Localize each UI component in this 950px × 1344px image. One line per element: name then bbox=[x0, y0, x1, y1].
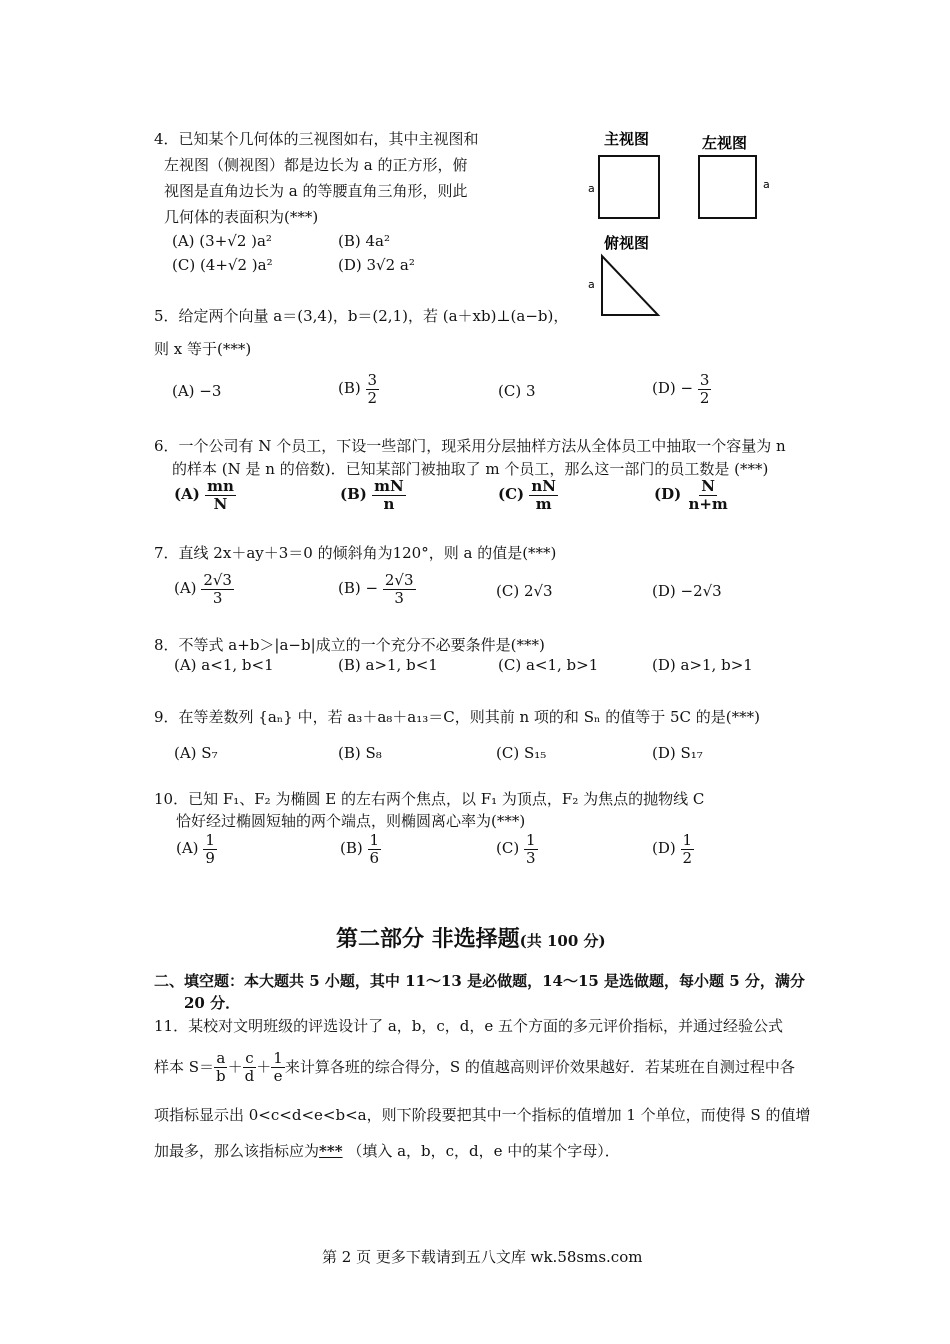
q8-option-d: (D) a>1, b>1 bbox=[652, 656, 753, 674]
q8-option-b: (B) a>1, b<1 bbox=[338, 656, 438, 674]
q11-line1: 11．某校对文明班级的评选设计了 a，b，c，d，e 五个方面的多元评价指标，并通过经验公式 bbox=[154, 1017, 784, 1035]
numerator: 2√3 bbox=[384, 571, 414, 589]
front-view-edge-label: a bbox=[588, 182, 595, 195]
numerator: 1 bbox=[273, 1049, 283, 1067]
q9-option-b: (B) S₈ bbox=[338, 744, 382, 762]
plus-sign: ＋ bbox=[227, 1058, 243, 1076]
numerator: 3 bbox=[699, 371, 710, 389]
fraction bbox=[372, 478, 406, 512]
fraction bbox=[205, 478, 236, 512]
section-2-title: 第二部分 非选择题 bbox=[336, 926, 520, 952]
q11-fraction-1-e bbox=[271, 1050, 285, 1084]
q11-answer-blank: *** bbox=[319, 1142, 343, 1160]
top-view-triangle bbox=[602, 256, 658, 315]
q8-line1: 8．不等式 a+b＞|a−b|成立的一个充分不必要条件是(***) bbox=[154, 636, 545, 654]
section-2-subtitle: (共 100 分) bbox=[519, 932, 606, 950]
side-view-edge-label: a bbox=[763, 178, 770, 191]
fraction bbox=[686, 478, 729, 512]
option-label: (A) bbox=[174, 579, 197, 597]
top-view-label: 俯视图 bbox=[604, 234, 650, 252]
q9-option-c: (C) S₁₅ bbox=[496, 744, 547, 762]
side-view-label: 左视图 bbox=[702, 134, 748, 152]
q10-line2: 恰好经过椭圆短轴的两个端点，则椭圆离心率为(***) bbox=[176, 812, 526, 830]
q4-line: 4．已知某个几何体的三视图如右，其中主视图和 bbox=[154, 130, 479, 148]
q5-option-d bbox=[652, 372, 711, 406]
fraction bbox=[203, 832, 217, 866]
q5-option-c: (C) 3 bbox=[498, 382, 536, 400]
fraction bbox=[529, 478, 558, 512]
fraction bbox=[681, 832, 695, 866]
numerator: mN bbox=[374, 477, 404, 495]
q4-line: 几何体的表面积为(***) bbox=[164, 208, 319, 226]
three-view-figure bbox=[580, 128, 800, 328]
q9-option-d: (D) S₁₇ bbox=[652, 744, 703, 762]
q11-line4-prefix: 加最多，那么该指标应为 bbox=[154, 1142, 320, 1160]
denominator: 6 bbox=[369, 848, 380, 867]
option-label: (C) bbox=[496, 839, 520, 857]
page-footer: 第 2 页 更多下载请到五八文库 wk.58sms.com bbox=[322, 1248, 643, 1266]
option-label: (B) − bbox=[338, 579, 379, 597]
denominator: 9 bbox=[205, 848, 215, 867]
numerator: mn bbox=[207, 477, 234, 495]
q4-option-d: (D) 3√2 a² bbox=[338, 256, 415, 274]
q10-line1: 10．已知 F₁、F₂ 为椭圆 E 的左右两个焦点，以 F₁ 为顶点，F₂ 为焦点的抛物线 C bbox=[154, 790, 705, 808]
section-2-heading bbox=[336, 922, 606, 953]
q7-line1: 7．直线 2x＋ay＋3＝0 的倾斜角为120°，则 a 的值是(***) bbox=[154, 544, 557, 562]
option-label: (B) bbox=[340, 485, 367, 503]
fill-in-header-line2: 20 分． bbox=[184, 994, 241, 1012]
q11-fraction-a-b bbox=[214, 1050, 228, 1084]
q5-option-d-label: (D) − bbox=[652, 379, 694, 397]
q10-option-a bbox=[176, 832, 217, 866]
front-view-label: 主视图 bbox=[604, 130, 650, 148]
q6-line1: 6．一个公司有 N 个员工，下设一些部门，现采用分层抽样方法从全体员工中抽取一个容量为 n bbox=[154, 437, 786, 455]
q11-fraction-c-d bbox=[243, 1050, 257, 1084]
q5-option-a: (A) −3 bbox=[172, 382, 222, 400]
q11-line4 bbox=[154, 1138, 620, 1164]
q6-line2: 的样本 (N 是 n 的倍数)．已知某部门被抽取了 m 个员工，那么这一部门的员工数是 (***) bbox=[172, 460, 769, 478]
q11-line3: 项指标显示出 0<c<d<e<b<a，则下阶段要把其中一个指标的值增加 1 个单位，而使得 S 的值增 bbox=[154, 1106, 811, 1124]
q11-formula-prefix: 样本 S＝ bbox=[154, 1058, 215, 1076]
option-label: (A) bbox=[176, 839, 199, 857]
q5-option-d-fraction bbox=[698, 372, 712, 406]
q9-option-a: (A) S₇ bbox=[174, 744, 218, 762]
fraction bbox=[368, 832, 382, 866]
denominator: 2 bbox=[699, 388, 710, 407]
q5-option-b-fraction bbox=[366, 372, 380, 406]
q8-option-a: (A) a<1, b<1 bbox=[174, 656, 274, 674]
q11-line4-suffix: （填入 a，b，c，d，e 中的某个字母）． bbox=[347, 1142, 620, 1160]
denominator: 2 bbox=[367, 388, 378, 407]
numerator: 1 bbox=[369, 831, 380, 849]
q11-formula-suffix: 来计算各班的综合得分，S 的值越高则评价效果越好．若某班在自测过程中各 bbox=[284, 1058, 795, 1076]
q7-option-d: (D) −2√3 bbox=[652, 582, 722, 600]
side-view-square bbox=[699, 156, 756, 218]
denominator: 2 bbox=[682, 848, 693, 867]
q4-line: 左视图（侧视图）都是边长为 a 的正方形，俯 bbox=[164, 156, 468, 174]
option-label: (C) bbox=[498, 485, 525, 503]
q5-line1: 5．给定两个向量 a＝(3,4)，b＝(2,1)，若 (a＋xb)⊥(a−b)， bbox=[154, 307, 569, 325]
denominator: 3 bbox=[212, 588, 223, 607]
fill-in-header-line1: 二、填空题：本大题共 5 小题，其中 11～13 是必做题，14～15 是选做题，每小题 5 分，满分 bbox=[154, 972, 805, 990]
numerator: 2√3 bbox=[203, 571, 232, 589]
numerator: a bbox=[216, 1049, 226, 1067]
question-4 bbox=[154, 126, 479, 230]
numerator: 1 bbox=[525, 831, 536, 849]
denominator: e bbox=[273, 1066, 283, 1085]
q5-line2: 则 x 等于(***) bbox=[154, 340, 252, 358]
q6-option-a bbox=[174, 478, 236, 512]
q7-option-b bbox=[338, 572, 416, 606]
q4-option-a: (A) (3+√2 )a² bbox=[172, 232, 272, 250]
fraction bbox=[383, 572, 416, 606]
top-view-edge-label: a bbox=[588, 278, 595, 291]
option-label: (B) bbox=[340, 839, 363, 857]
denominator: 3 bbox=[525, 848, 536, 867]
q10-option-c bbox=[496, 832, 538, 866]
q5-option-b-label: (B) bbox=[338, 379, 361, 397]
denominator: n+m bbox=[688, 494, 728, 513]
q6-option-b bbox=[340, 478, 406, 512]
denominator: b bbox=[216, 1066, 226, 1085]
denominator: d bbox=[244, 1066, 255, 1085]
q4-line: 视图是直角边长为 a 的等腰直角三角形，则此 bbox=[164, 182, 468, 200]
denominator: 3 bbox=[394, 588, 404, 607]
front-view-square bbox=[599, 156, 659, 218]
q9-line1: 9．在等差数列 {aₙ} 中，若 a₃＋a₈＋a₁₃＝C，则其前 n 项的和 Sₙ 的值等于 5C 的是(***) bbox=[154, 708, 760, 726]
q5-option-b bbox=[338, 372, 379, 406]
q10-option-d bbox=[652, 832, 694, 866]
q11-line2 bbox=[154, 1050, 795, 1084]
numerator: 1 bbox=[205, 831, 215, 849]
fraction bbox=[201, 572, 234, 606]
q8-option-c: (C) a<1, b>1 bbox=[498, 656, 599, 674]
q6-option-d bbox=[654, 478, 730, 512]
plus-sign: ＋ bbox=[256, 1058, 272, 1076]
numerator: c bbox=[245, 1049, 254, 1067]
numerator: 3 bbox=[367, 371, 378, 389]
numerator: nN bbox=[531, 477, 556, 495]
denominator: N bbox=[213, 494, 228, 513]
option-label: (D) bbox=[654, 485, 682, 503]
option-label: (D) bbox=[652, 839, 676, 857]
q7-option-a bbox=[174, 572, 234, 606]
denominator: n bbox=[383, 494, 395, 513]
q7-option-c: (C) 2√3 bbox=[496, 582, 553, 600]
numerator: 1 bbox=[682, 831, 693, 849]
q6-option-c bbox=[498, 478, 558, 512]
denominator: m bbox=[535, 494, 552, 513]
numerator: N bbox=[701, 477, 715, 495]
q10-option-b bbox=[340, 832, 381, 866]
fraction bbox=[524, 832, 538, 866]
q4-option-b: (B) 4a² bbox=[338, 232, 390, 250]
q4-option-c: (C) (4+√2 )a² bbox=[172, 256, 273, 274]
option-label: (A) bbox=[174, 485, 200, 503]
